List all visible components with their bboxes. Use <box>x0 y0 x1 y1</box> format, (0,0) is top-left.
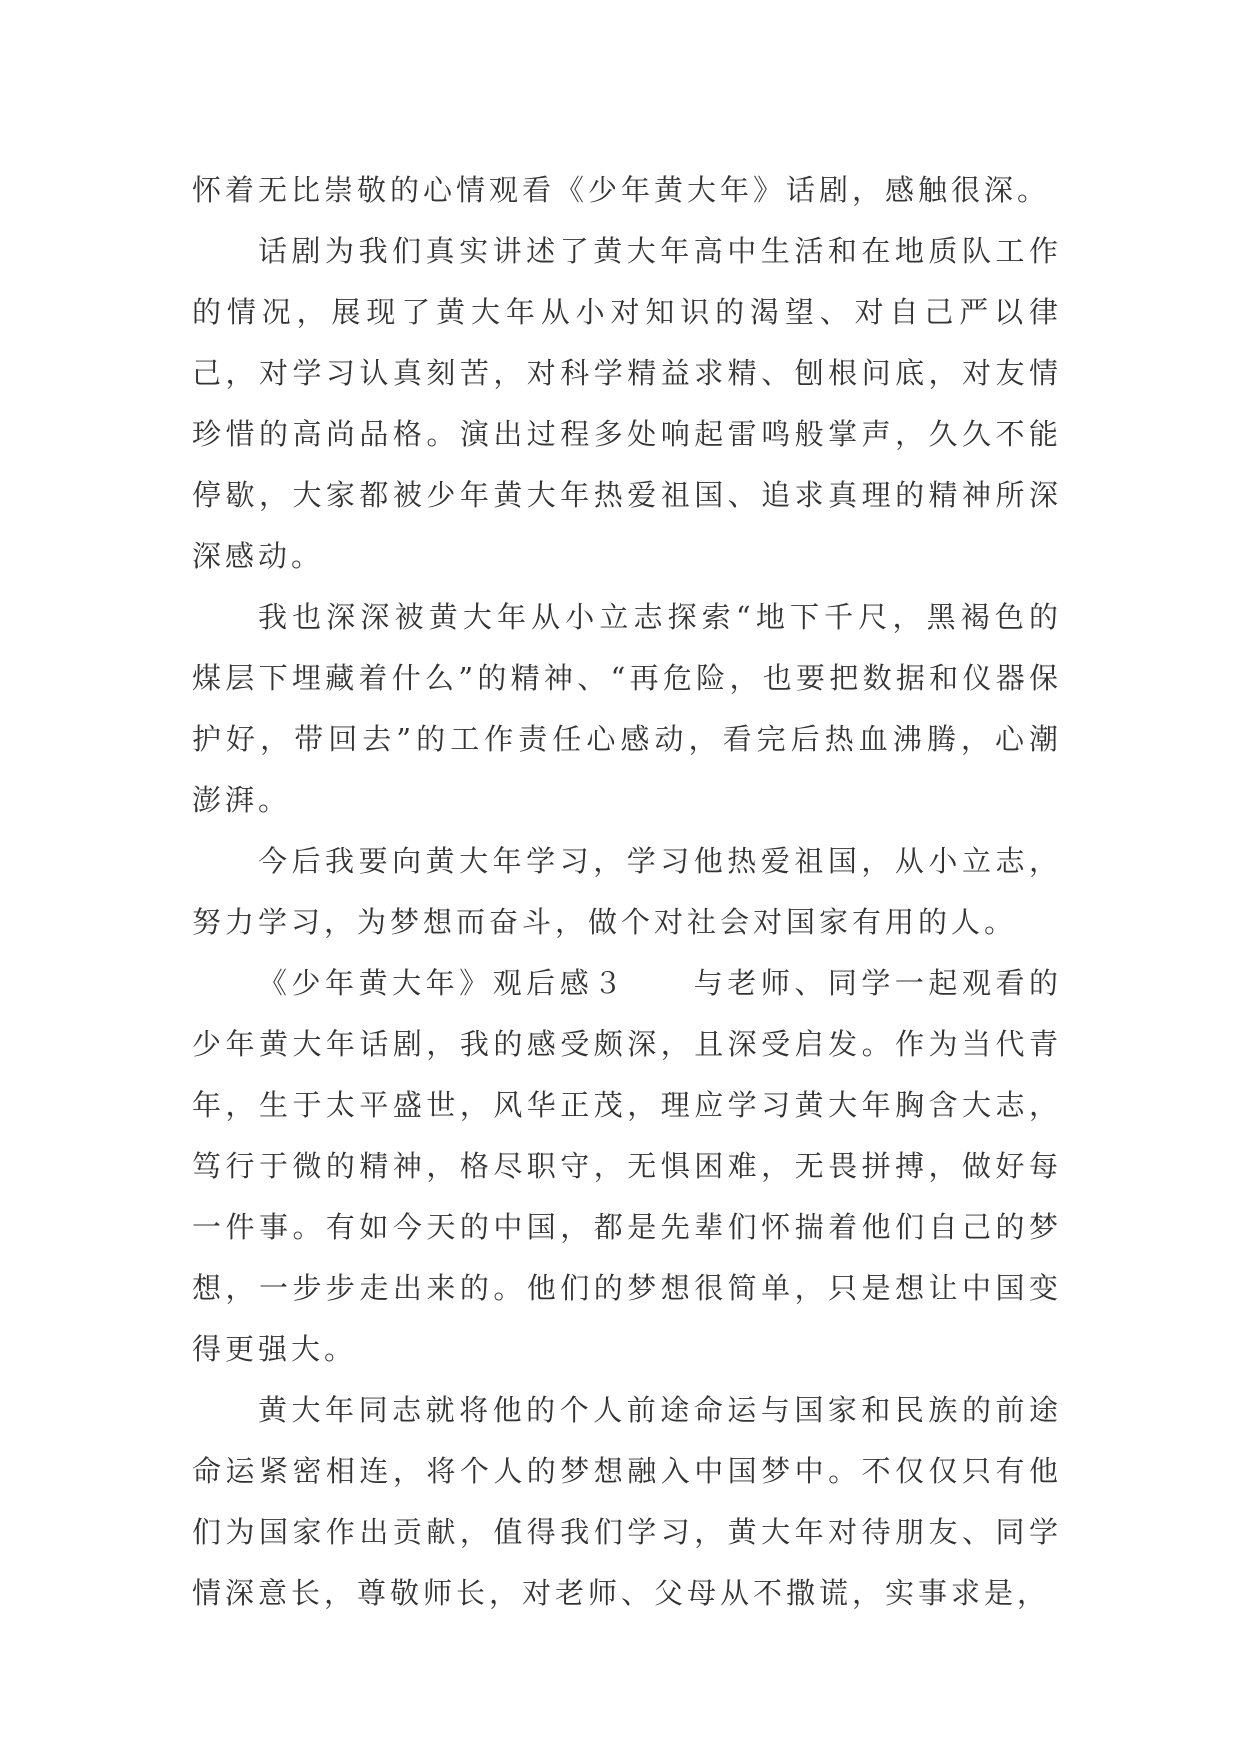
body-text <box>192 160 1062 1624</box>
paragraph-3: 我也深深被黄大年从小立志探索“地下千尺，黑褐色的煤层下埋藏着什么”的精神、“再危险，也要把数据和仪器保护好，带回去”的工作责任心感动，看完后热血沸腾，心潮澎湃。 <box>192 600 1062 817</box>
paragraph-4: 今后我要向黄大年学习，学习他热爱祖国，从小立志，努力学习，为梦想而奋斗，做个对社会对国家有用的人。 <box>192 844 1062 939</box>
paragraph-6: 黄大年同志就将他的个人前途命运与国家和民族的前途命运紧密相连，将个人的梦想融入中国梦中。不仅仅只有他们为国家作出贡献，值得我们学习，黄大年对待朋友、同学情深意长，尊敬师长，对老师、父母从不撒谎，实事求是， <box>192 1393 1062 1610</box>
paragraph-2: 话剧为我们真实讲述了黄大年高中生活和在地质队工作的情况，展现了黄大年从小对知识的渴望、对自己严以律己，对学习认真刻苦，对科学精益求精、刨根问底，对友情珍惜的高尚品格。演出过程多处响起雷鸣般掌声，久久不能停歇，大家都被少年黄大年热爱祖国、追求真理的精神所深深感动。 <box>192 234 1062 573</box>
paragraph-5: 《少年黄大年》观后感３ 与老师、同学一起观看的少年黄大年话剧，我的感受颇深，且深受启发。作为当代青年，生于太平盛世，风华正茂，理应学习黄大年胸含大志，笃行于微的精神，格尽职守，无惧困难，无畏拼搏，做好每一件事。有如今天的中国，都是先辈们怀揣着他们自己的梦想，一步步走出来的。他们的梦想很简单，只是想让中国变得更强大。 <box>192 966 1062 1366</box>
paragraph-1: 怀着无比崇敬的心情观看《少年黄大年》话剧，感触很深。 <box>192 173 1051 207</box>
